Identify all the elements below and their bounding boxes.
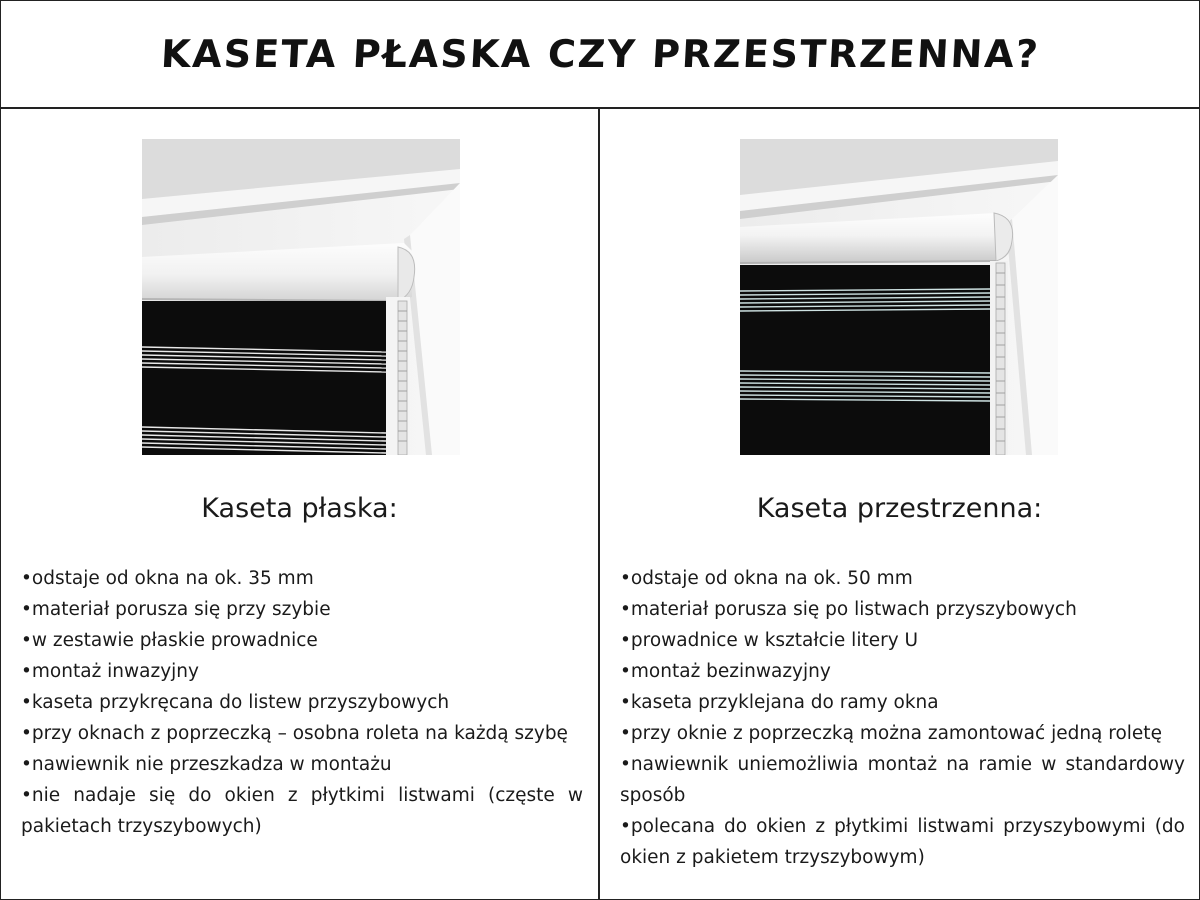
feature-item: •nawiewnik nie przeszkadza w montażu (21, 754, 392, 775)
spatial-cassette-feature-list (620, 563, 1185, 873)
feature-item: •polecana do okien z płytkimi listwami przyszybowymi (do okien z pakietem trzyszybowym) (620, 816, 1185, 868)
feature-item: •montaż inwazyjny (21, 661, 199, 682)
feature-item: •w zestawie płaskie prowadnice (21, 630, 318, 651)
feature-item: •nawiewnik uniemożliwia montaż na ramie w standardowy sposób (620, 754, 1185, 806)
spatial-cassette-image (740, 139, 1058, 455)
spatial-cassette-heading: Kaseta przestrzenna: (756, 493, 1043, 524)
flat-cassette-image (142, 139, 460, 455)
feature-item: •prowadnice w kształcie litery U (620, 630, 919, 651)
feature-item: •odstaje od okna na ok. 50 mm (620, 568, 913, 589)
column-flat-cassette (1, 109, 600, 899)
feature-item: •przy oknach z poprzeczką – osobna roleta na każdą szybę (21, 723, 568, 744)
feature-item: •odstaje od okna na ok. 35 mm (21, 568, 314, 589)
feature-item: •przy oknie z poprzeczką można zamontować jedną roletę (620, 723, 1162, 744)
feature-item: •materiał porusza się po listwach przyszybowych (620, 599, 1077, 620)
feature-item: •montaż bezinwazyjny (620, 661, 831, 682)
column-spatial-cassette (600, 109, 1199, 899)
page-title: KASETA PŁASKA CZY PRZESTRZENNA? (159, 32, 1041, 76)
flat-cassette-feature-list (21, 563, 583, 842)
header (1, 1, 1199, 109)
flat-cassette-heading: Kaseta płaska: (201, 493, 398, 524)
comparison-columns (1, 109, 1199, 899)
feature-item: •materiał porusza się przy szybie (21, 599, 331, 620)
feature-item: •kaseta przyklejana do ramy okna (620, 692, 939, 713)
feature-item: •nie nadaje się do okien z płytkimi listwami (częste w pakietach trzyszybowych) (21, 785, 583, 837)
feature-item: •kaseta przykręcana do listew przyszybowych (21, 692, 450, 713)
